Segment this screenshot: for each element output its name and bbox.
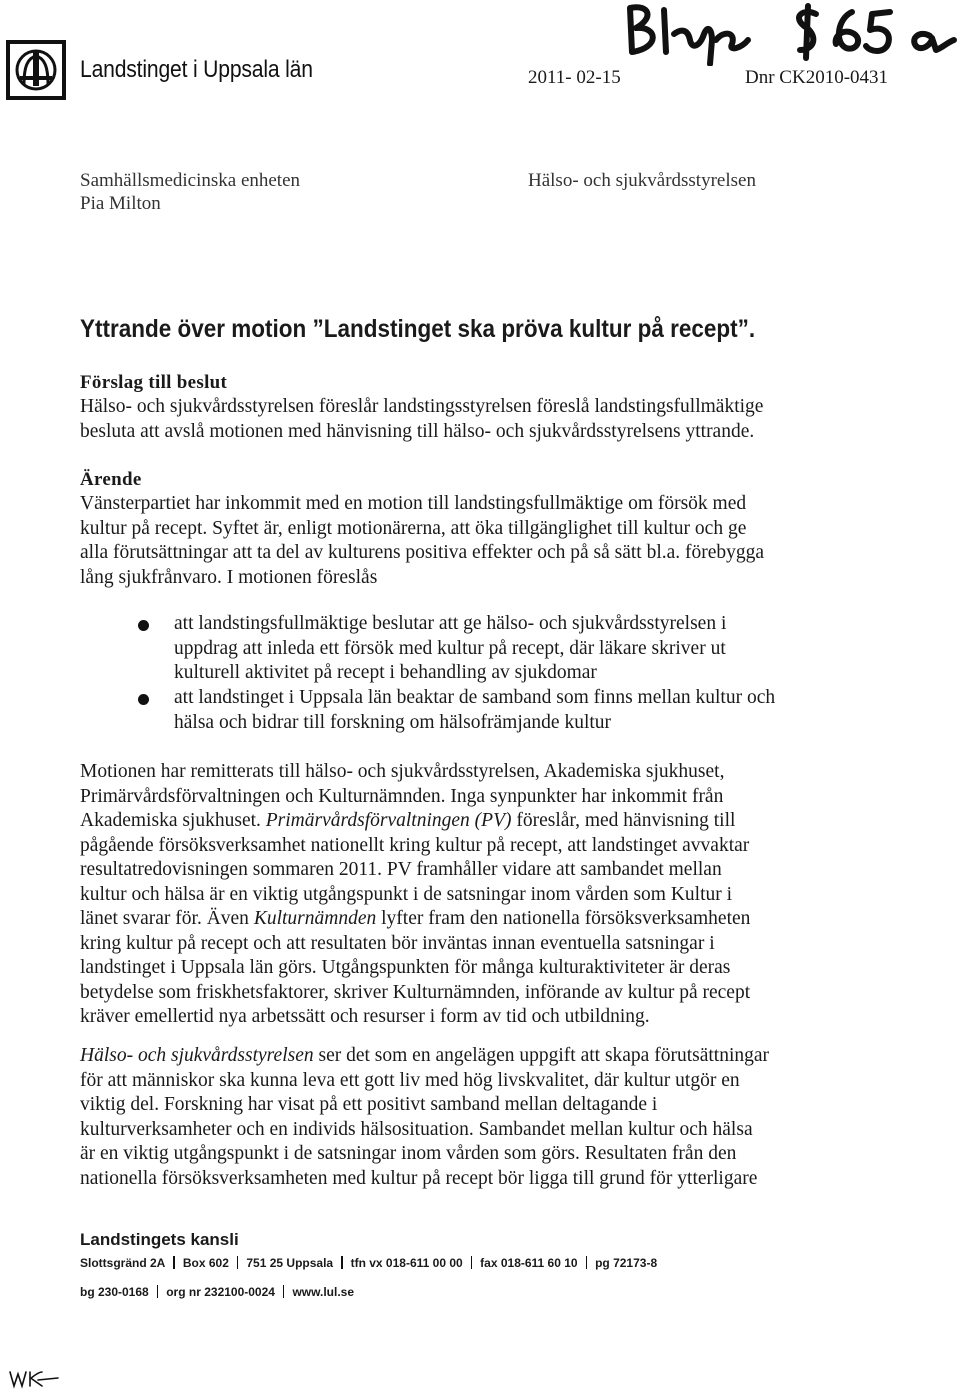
separator [237,1256,239,1269]
document-reference-number: Dnr CK2010-0431 [745,67,889,88]
italic-org-name: Hälso- och sjukvårdsstyrelsen [80,1045,314,1066]
footer-pg: pg 72173-8 [595,1256,658,1270]
bullet-item [174,686,960,735]
text-line: alla förutsättningar att ta del av kulturens positiva effekter och på så sätt bl.a. förebygga [80,542,765,563]
paragraph-remiss [80,760,880,1030]
document-title: Yttrande över motion ”Landstinget ska pröva kultur på recept”. [80,315,756,343]
separator [173,1256,175,1269]
text-line: att landstingsfullmäktige beslutar att ge hälso- och sjukvårdsstyrelsen i [174,613,727,634]
footer-phone: tfn vx 018-611 00 00 [350,1256,463,1270]
text-run: Akademiska sjukhuset. [80,810,266,831]
text-run: ser det som en angelägen uppgift att skapa förutsättningar [313,1045,770,1066]
separator [157,1285,159,1298]
footer-bg: bg 230-0168 [80,1285,149,1299]
footer-website[interactable]: www.lul.se [292,1285,355,1299]
bullet-point [138,620,149,631]
text-line: lång sjukfrånvaro. I motionen föreslås [80,566,378,588]
footer-title: Landstingets kansli [80,1230,239,1249]
footer-address: Slottsgränd 2A [80,1256,166,1270]
footer-fax: fax 018-611 60 10 [480,1256,578,1270]
org-name: Landstinget i Uppsala län [80,56,313,83]
text-line: kräver emellertid nya arbetssätt och resurser i form av tid och utbildning. [80,1006,650,1027]
text-line: betydelse som friskhetsfaktorer, skriver Kulturnämnden, införande av kultur på recept [80,981,751,1003]
sender-person: Pia Milton [80,193,161,214]
text-line: nationella försöksverksamheten med kultur på recept bör ligga till grund för ytterligare [80,1167,758,1189]
italic-org-name: Primärvårdsförvaltningen (PV) [265,810,512,831]
text-line: kultur på recept. Syftet är, enligt motionärerna, att öka tillgänglighet till kultur och ge [80,517,747,539]
text-line: kultur och hälsa är en viktig utgångspunkt i de satsningar inom vården som Kultur i [80,883,733,905]
italic-org-name: Kulturnämnden [253,908,377,929]
separator [471,1256,473,1269]
text-line: resultatredovisningen sommaren 2011. PV framhåller vidare att sambandet mellan [80,859,722,880]
text-run: lyfter fram den nationella försöksverksamheten [376,908,751,929]
footer-contact-line [80,1256,657,1270]
text-line [80,1044,880,1069]
handwritten-annotation [620,0,960,66]
text-line [80,809,880,834]
bullet-point [138,694,149,705]
footer-postal: 751 25 Uppsala [246,1256,334,1270]
text-line: Hälso- och sjukvårdsstyrelsen föreslår landstingsstyrelsen föreslå landstingsfullmäktige [80,396,764,417]
paragraph-arende [80,492,880,590]
text-line: pågående försöksverksamhet nationellt kring kultur på recept, att landstinget avvaktar [80,834,750,856]
footer-box: Box 602 [182,1256,229,1270]
section-heading-forslag: Förslag till beslut [80,372,228,393]
handwritten-initials [8,1368,60,1390]
text-line: för att människor ska kunna leva ett gott liv med hög livskvalitet, där kultur utgör en [80,1069,740,1091]
separator [586,1256,588,1269]
sender-unit: Samhällsmedicinska enheten [80,170,301,191]
text-line: hälsa och bidrar till forskning om hälsofrämjande kultur [174,711,612,733]
text-run: föreslår, med hänvisning till [511,810,736,831]
text-line: kulturverksamheter och en individs hälsosituation. Sambandet mellan kultur och hälsa [80,1118,753,1140]
text-line: Vänsterpartiet har inkommit med en motion till landstingsfullmäktige om försök med [80,493,747,514]
paragraph-forslag [80,395,880,444]
footer-registration-line [80,1285,354,1299]
text-line: kring kultur på recept och att resultaten bör inväntas innan eventuella satsningar i [80,932,715,954]
paragraph-hsn [80,1044,880,1191]
section-heading-arende: Ärende [80,469,142,490]
separator [283,1285,285,1298]
document-date: 2011- 02-15 [528,67,621,88]
text-line: viktig del. Forskning har visat på ett positivt samband mellan deltagande i [80,1094,658,1115]
recipient: Hälso- och sjukvårdsstyrelsen [528,170,756,191]
landstinget-logo [6,40,66,100]
bullet-item [174,612,960,686]
text-run: länet svarar för. Även [80,908,254,929]
text-line: landstinget i Uppsala län görs. Utgångspunkten för många kulturaktiviteter är deras [80,957,731,978]
text-line: kulturell aktivitet på recept i behandling av sjukdomar [174,662,597,683]
text-line: Motionen har remitterats till hälso- och sjukvårdsstyrelsen, Akademiska sjukhuset, [80,761,725,782]
text-line: uppdrag att inleda ett försök med kultur på recept, där läkare skriver ut [174,637,726,659]
footer-org-nr: org nr 232100-0024 [166,1285,275,1299]
text-line: är en viktig utgångspunkt i de satsningar inom vården som görs. Resultaten från den [80,1143,737,1164]
text-line [80,907,880,932]
text-line: att landstinget i Uppsala län beaktar de samband som finns mellan kultur och [174,687,776,708]
separator [341,1256,343,1269]
text-line: Primärvårdsförvaltningen och Kulturnämnden. Inga synpunkter har inkommit från [80,785,724,807]
text-line: besluta att avslå motionen med hänvisning till hälso- och sjukvårdsstyrelsens yttrande. [80,420,755,442]
